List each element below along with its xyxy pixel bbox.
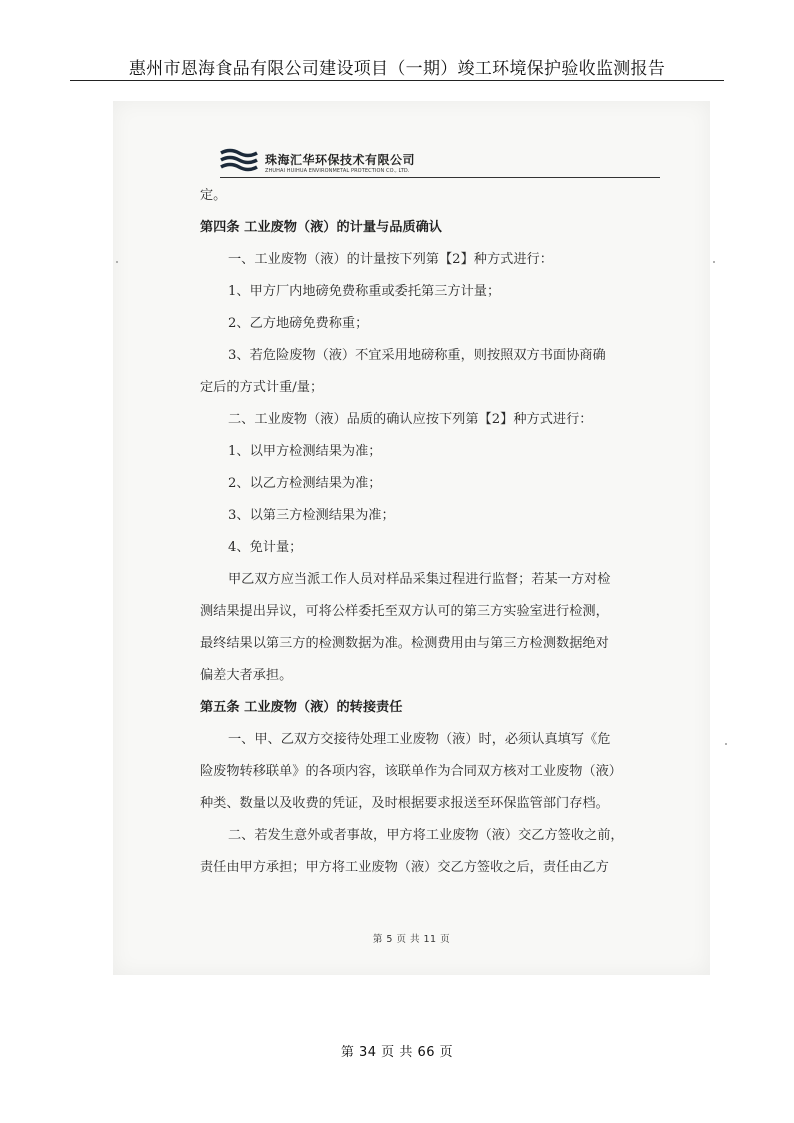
company-name: 珠海汇华环保技术有限公司 (265, 153, 416, 167)
text-line: 一、工业废物（液）的计量按下列第【2】种方式进行： (228, 252, 553, 267)
page-number: 第 34 页 共 66 页 (340, 1045, 454, 1060)
report-header-title: 惠州市恩海食品有限公司建设项目（一期）竣工环境保护验收监测报告 (128, 59, 666, 79)
text-line: 2、以乙方检测结果为准； (228, 476, 382, 491)
text-line: 偏差大者承担。 (200, 668, 293, 683)
text-line: 1、以甲方检测结果为准； (228, 444, 382, 459)
scan-speck (725, 743, 727, 745)
scan-speck (116, 261, 118, 263)
company-name-english: ZHUHAI HUIHUA ENVIRONMETAL PROTECTION CO., LTD. (265, 168, 410, 174)
text-line: 二、工业废物（液）品质的确认应按下列第【2】种方式进行： (228, 412, 593, 427)
text-line: 定后的方式计重/量； (200, 380, 324, 395)
text-line: 二、若发生意外或者事故，甲方将工业废物（液）交乙方签收之前， (228, 828, 624, 843)
text-line: 最终结果以第三方的检测数据为准。检测费用由与第三方检测数据绝对 (200, 636, 609, 651)
text-line: 1、甲方厂内地磅免费称重或委托第三方计量； (228, 284, 501, 299)
contract-body-text (200, 180, 662, 884)
text-line: 测结果提出异议，可将公样委托至双方认可的第三方实验室进行检测， (200, 604, 609, 619)
article-heading: 第四条 工业废物（液）的计量与品质确认 (200, 220, 442, 235)
text-line: 3、若危险废物（液）不宜采用地磅称重，则按照双方书面协商确 (228, 348, 606, 363)
text-line: 险废物转移联单》的各项内容，该联单作为合同双方核对工业废物（液） (200, 764, 622, 779)
scan-speck (713, 261, 715, 263)
scanned-contract-page (113, 101, 710, 975)
header-divider (70, 80, 724, 81)
article-heading: 第五条 工业废物（液）的转接责任 (200, 700, 403, 715)
text-line: 2、乙方地磅免费称重； (228, 316, 369, 331)
scan-page-number: 第 5 页 共 11 页 (372, 934, 451, 945)
text-line: 3、以第三方检测结果为准； (228, 508, 395, 523)
text-line: 种类、数量以及收费的凭证，及时根据要求报送至环保监管部门存档。 (200, 796, 609, 811)
text-line: 甲乙双方应当派工作人员对样品采集过程进行监督；若某一方对检 (228, 572, 611, 587)
text-line: 4、免计量； (228, 540, 303, 555)
letterhead-divider (220, 177, 660, 178)
text-line: 一、甲、乙双方交接待处理工业废物（液）时，必须认真填写《危 (228, 732, 611, 747)
company-logo-icon (220, 147, 258, 173)
text-line: 定。 (200, 188, 227, 203)
text-line: 责任由甲方承担；甲方将工业废物（液）交乙方签收之后，责任由乙方 (200, 860, 609, 875)
